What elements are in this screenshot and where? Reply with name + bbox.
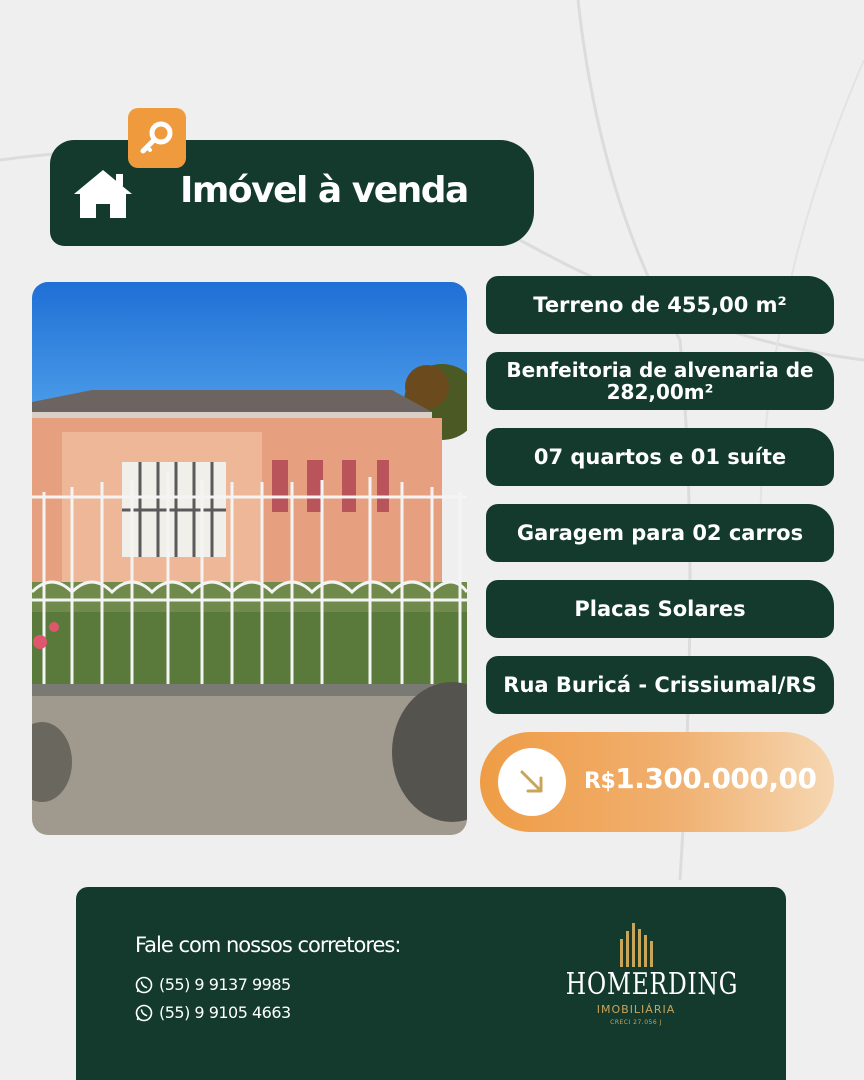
price-amount: 1.300.000,00: [615, 762, 817, 795]
arrow-down-right-icon: [516, 766, 548, 798]
price-badge: [480, 732, 834, 832]
phone-2[interactable]: [135, 1003, 291, 1022]
phone-1-number: (55) 9 9137 9985: [159, 975, 291, 994]
price-currency: R$: [584, 769, 616, 794]
logo-subtitle: IMOBILIÁRIA: [596, 1003, 676, 1016]
price-arrow-circle: [498, 748, 566, 816]
phone-2-number: (55) 9 9105 4663: [159, 1003, 291, 1022]
logo-bars-icon: [616, 923, 656, 967]
feature-land-area: Terreno de 455,00 m²: [486, 276, 834, 334]
page-title: Imóvel à venda: [180, 170, 468, 211]
logo-creci: CRECI 27.056 J: [610, 1019, 662, 1026]
home-icon: [70, 166, 136, 222]
feature-garage: Garagem para 02 carros: [486, 504, 834, 562]
price-value: [584, 762, 817, 795]
header-banner: [50, 140, 534, 246]
phone-1[interactable]: [135, 975, 291, 994]
feature-building-area: Benfeitoria de alvenaria de 282,00m²: [486, 352, 834, 410]
logo-name: HOMERDING: [565, 967, 739, 1002]
contact-footer: [76, 887, 786, 1080]
feature-solar-panels: Placas Solares: [486, 580, 834, 638]
whatsapp-icon: [135, 976, 153, 994]
house-photo: [32, 282, 467, 835]
contact-title: Fale com nossos corretores:: [135, 933, 401, 957]
key-icon: [137, 118, 177, 158]
feature-address: Rua Buricá - Crissiumal/RS: [486, 656, 834, 714]
feature-rooms: 07 quartos e 01 suíte: [486, 428, 834, 486]
whatsapp-icon: [135, 1004, 153, 1022]
company-logo: [546, 923, 739, 1053]
key-badge: [128, 108, 186, 168]
